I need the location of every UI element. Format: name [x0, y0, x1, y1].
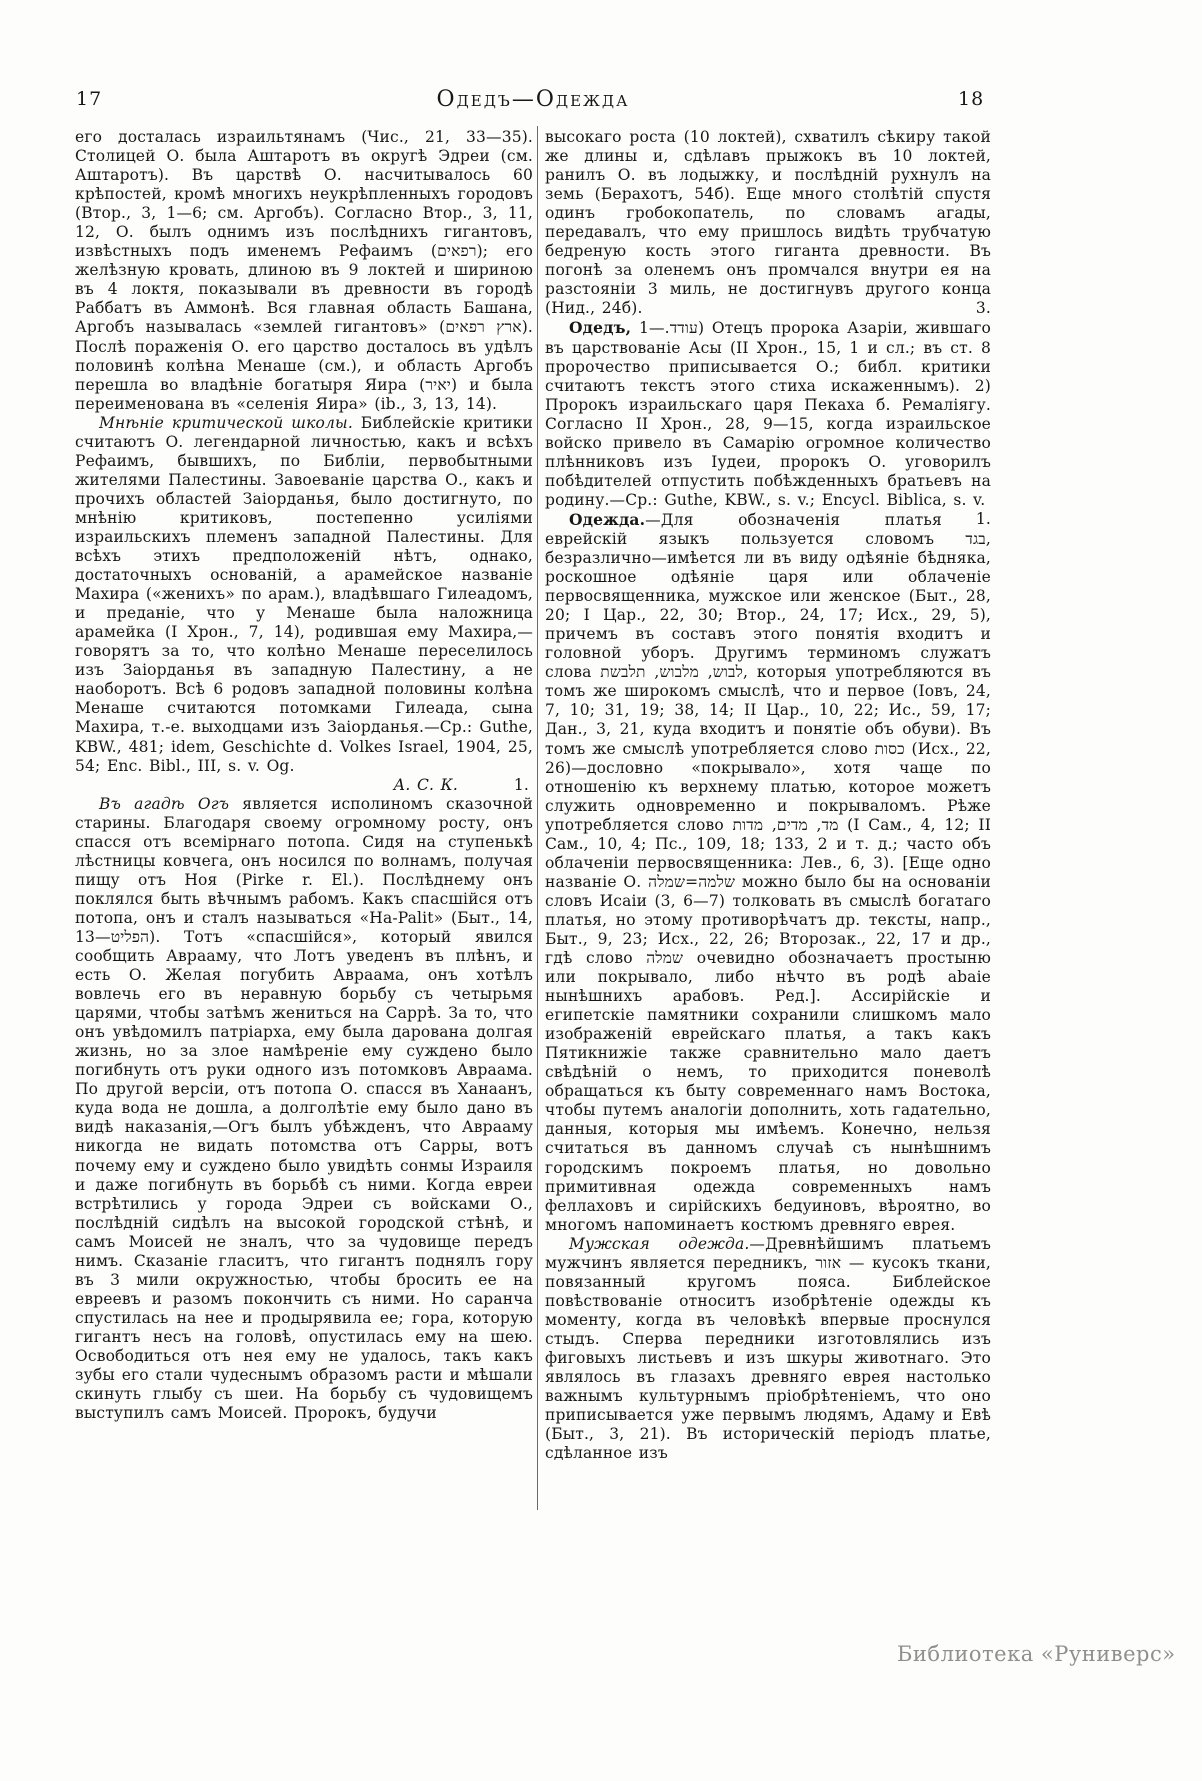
signature-number: 1.	[513, 775, 529, 794]
paragraph-text: —Древнѣйшимъ платьемъ мужчинъ является передникъ, אזור — кусокъ ткани, повязанный кругомъ пояса. Библейское повѣствованіе относитъ изобрѣтеніе одежды къ моменту, когда въ человѣкѣ впервые проснулся стыдъ. Сперва передники изготовлялись изъ фиговыхъ листьевъ и изъ шкуры животнаго. Это являлось въ глазахъ древняго еврея настолько важнымъ культурнымъ пріобрѣтеніемъ, что оно приписывается уже первымъ людямъ, Адаму и Евѣ (Быт., 3, 21). Въ историческій періодъ платье, сдѣланное изъ	[545, 1234, 991, 1463]
signature-number: 3.	[975, 299, 991, 318]
paragraph-text: его досталась израильтянамъ (Чис., 21, 33—35). Столицей О. была Аштаротъ въ округѣ Эдреи (см. Аштаротъ). Въ царствѣ О. насчитывалось 60 крѣпостей, кромѣ многихъ неукрѣпленныхъ городовъ (Втор., 3, 1—6; см. Аргобъ). Согласно Втор., 3, 11, 12, О. былъ однимъ изъ послѣднихъ гигантовъ, извѣстныхъ подъ именемъ Рефаимъ (רפאים); его желѣзную кровать, длиною въ 9 локтей и шириною въ 4 локтя, показывали въ древности въ городѣ Раббатъ въ Аммонѣ. Вся главная область Башана, Аргобъ называлась «землей гигантовъ» (ארץ רפאים). Послѣ пораженія О. его царство досталось въ удѣлъ половинѣ колѣна Менаше (см.), и область Аргобъ перешла во владѣніе богатыря Яира (יאיר) и была переименована въ «селенія Яира» (ib., 3, 13, 14).	[75, 128, 533, 413]
paragraph-text: —Для обозначенія платья еврейскій языкъ пользуется словомъ בגד, безразлично—имѣется ли въ виду одѣяніе бѣдняка, роскошное одѣяніе царя или облаченіе первосвященника, мужское или женское (Быт., 28, 20; I Цар., 22, 30; Втор., 24, 17; Исх., 29, 5), причемъ въ составъ этого понятія входитъ и головной уборъ. Другимъ терминомъ служатъ слова לבוש, מלבוש, תלבשת, которыя употребляются въ томъ же широкомъ смыслѣ, что и первое (Іовъ, 24, 7, 10; 31, 19; 38, 14; II Цар., 10, 22; Ис., 59, 17; Дан., 3, 21, куда входитъ и понятіе объ обуви). Въ томъ же смыслѣ употребляется слово כסות (Исх., 22, 26)—дословно «покрывало», хотя чаще по отношенію къ верхнему платью, которое можетъ служить одновременно и покрываломъ. Рѣже употребляется слово מד, מדים, מדות (I Сам., 4, 12; II Сам., 10, 4; Пс., 109, 18; 133, 2 и т. д.; часто объ облаченіи первосвященника: Лев., 6, 3). [Еще одно названіе О. שלמה=שמלה можно было бы на основаніи словъ Исаіи (3, 6—7) толковать въ смыслѣ богатаго платья, но этому противорѣчатъ др. тексты, напр., Быт., 9, 23; Исх., 22, 26; Второзак., 22, 17 и др., гдѣ слово שמלה очевидно обозначаетъ простыню или покрывало, либо нѣчто въ родѣ abaie нынѣшнихъ арабовъ. Ред.]. Ассирійскіе и египетскіе памятники сохранили слишкомъ мало изображеній еврейскаго платья, а такъ какъ Пятикнижіе также сравнительно мало даетъ свѣдѣній о немъ, то приходится поневолѣ обращаться къ быту современнаго намъ Востока, чтобы путемъ аналогіи дополнить, хоть гадательно, данныя, которыя мы имѣемъ. Конечно, нельзя считаться въ данномъ случаѣ съ нынѣшнимъ городскимъ покроемъ платья, но довольно примитивная одежда современныхъ намъ феллаховъ и сирійскихъ бедуиновъ, вѣроятно, во многомъ напоминаетъ костюмъ древняго еврея.	[545, 510, 991, 1234]
page-number-left: 17	[76, 88, 103, 110]
paragraph-og-aggadah	[75, 795, 533, 1424]
signature-number: 1.	[975, 509, 991, 528]
column-divider	[537, 126, 538, 1510]
paragraph-text: является исполиномъ сказочной старины. Благодаря своему огромному росту, онъ спасся отъ всемірнаго потопа. Сидя на ступенькѣ лѣстницы ковчега, онъ носился по волнамъ, получая пищу отъ Ноя (Pirke r. El.). Послѣднему онъ поклялся быть вѣчнымъ рабомъ. Какъ спасшійся отъ потопа, онъ и сталъ называться «Ha-Palit» (Быт., 14, 13—הפליט). Тотъ «спасшійся», который явился сообщить Аврааму, что Лотъ уведенъ въ плѣнъ, и есть О. Желая погубить Авраама, онъ хотѣлъ вовлечь его въ неравную борьбу съ четырьмя царями, чтобы затѣмъ жениться на Саррѣ. За то, что онъ увѣдомилъ патріарха, ему была дарована долгая жизнь, но за злое намѣреніе ему суждено было погибнуть отъ руки одного изъ потомковъ Авраама. По другой версіи, отъ потопа О. спасся въ Ханаанъ, куда вода не дошла, а долголѣтіе ему было дано въ видѣ наказанія,—Огъ былъ убѣжденъ, что Аврааму никогда не видать потомства отъ Сарры, вотъ почему ему и суждено было увидѣть сонмы Израиля и даже погибнуть въ борьбѣ съ ними. Когда евреи встрѣтились у города Эдреи съ войсками О., послѣдній сидѣлъ на высокой городской стѣнѣ, и самъ Моисей не зналъ, что за чудовище передъ нимъ. Сказаніе гласитъ, что гигантъ поднялъ гору въ 3 мили окружностью, чтобы бросить ее на евреевъ и разомъ покончить съ ними. Но саранча спустилась на нее и продырявила ее; гора, которую гигантъ несъ на головѣ, опустилась ему на шею. Освободиться отъ нея ему не удалось, такъ какъ зубы его стали чудеснымъ образомъ расти и мѣшали скинуть глыбу съ шеи. На борьбу съ чудовищемъ выступилъ самъ Моисей. Пророкъ, будучи	[75, 794, 533, 1423]
page-title: Одедъ—Одежда	[436, 87, 630, 112]
paragraph-text: Библейскіе критики считаютъ О. легендарной личностью, какъ и всѣхъ Рефаимъ, бывшихъ, по Библіи, первобытными жителями Палестины. Завоеваніе царства О., какъ и прочихъ областей Заіорданья, было достигнуто, по мнѣнію критиковъ, постепенно усиліями израильскихъ племенъ западной Палестины. Для всѣхъ этихъ предположеній нѣтъ, однако, достаточныхъ основаній, а арамейское названіе Махира («женихъ» по арам.), владѣвшаго Гилеадомъ, и преданіе, что у Менаше была наложница арамейка (I Хрон., 7, 14), родившая ему Махира,—говорятъ за то, что колѣно Менаше переселилось изъ Заіорданья въ западную Палестину, а не наоборотъ. Всѣ 6 родовъ западной половины колѣна Менаше считаются потомками Гилеада, сына Махира, т.-е. выходцами изъ Заіорданья.—Ср.: Guthe, KBW., 481; idem, Geschichte d. Volkes Israel, 1904, 25, 54; Enc. Bibl., III, s. v. Og.	[75, 413, 533, 775]
paragraph-odezhda	[545, 510, 991, 1235]
paragraph-lead: Въ агадѣ Огъ	[99, 794, 230, 813]
signature-line	[75, 776, 533, 795]
paragraph-lead: Мужская одежда.	[569, 1234, 750, 1253]
paragraph-lead: Мнѣніе критической школы.	[99, 413, 353, 432]
entry-headword-oded: Одедъ,	[569, 318, 632, 338]
paragraph-mens-clothing	[545, 1235, 991, 1464]
paragraph-og-kingdom	[75, 128, 533, 414]
page-number-right: 18	[958, 88, 985, 110]
paragraph-text: высокаго роста (10 локтей), схватилъ сѣкиру такой же длины и, сдѣлавъ прыжокъ въ 10 локтей, ранилъ О. въ лодыжку, и послѣдній рухнулъ на земь (Берахотъ, 54б). Еще много столѣтій спустя одинъ гробокопатель, по словамъ агады, передавалъ, что ему пришлось видѣть трубчатую бедреную кость этого гиганта древности. Въ погонѣ за оленемъ онъ промчался внутри ея на разстояніи 3 миль, не достигнувъ другого конца (Нид., 24б).	[545, 128, 991, 318]
paragraph-og-aggadah-continued	[545, 128, 991, 318]
column-right	[545, 128, 991, 1513]
signature-author: А. С. К.	[393, 775, 458, 794]
paragraph-text: עודד.—1) Отецъ пророка Азаріи, жившаго въ царствованіе Асы (II Хрон., 15, 1 и сл.; въ ст. 8 пророчество приписывается О.; библ. критики считаютъ текстъ этого стиха искаженнымъ). 2) Пророкъ израильскаго царя Пекаха б. Ремаліягу. Согласно II Хрон., 28, 9—15, когда израильское войско привело въ Самарію огромное количество плѣнниковъ изъ Іудеи, пророкъ О. уговорилъ побѣдителей отпустить побѣжденныхъ братьевъ на родину.—Ср.: Guthe, KBW., s. v.; Encycl. Biblica, s. v.	[545, 319, 991, 509]
watermark-library-runivers: Библиотека «Руниверс»	[897, 1642, 1176, 1666]
column-left	[75, 128, 533, 1513]
entry-headword-odezhda: Одежда.	[569, 509, 646, 529]
paragraph-critical-school	[75, 414, 533, 776]
